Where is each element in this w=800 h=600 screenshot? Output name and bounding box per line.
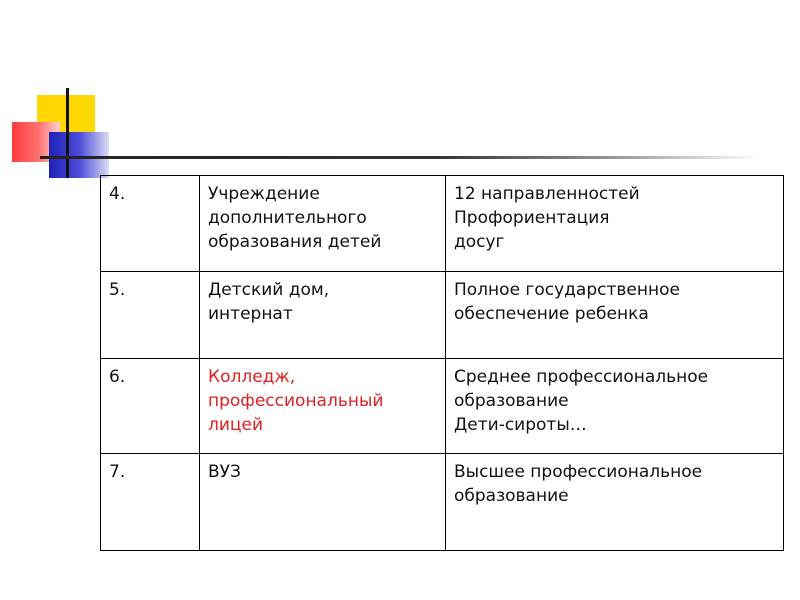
detail-line: Высшее профессиональное образование — [454, 462, 703, 506]
institution-name: Учреждение дополнительного образования детей — [200, 176, 446, 272]
institution-name-highlighted: Колледж, профессиональный лицей — [200, 359, 446, 454]
detail-line: Полное государственное обеспечение ребенка — [454, 280, 680, 324]
detail-line: Дети-сироты… — [454, 415, 587, 435]
decor-vertical-line — [66, 88, 69, 178]
table-row — [101, 454, 784, 551]
institutions-table — [100, 175, 784, 551]
row-number: 7. — [101, 454, 200, 551]
row-number: 6. — [101, 359, 200, 454]
detail-line: Среднее профессиональное образование — [454, 367, 709, 411]
row-number: 5. — [101, 272, 200, 359]
table-row — [101, 359, 784, 454]
institution-details — [446, 176, 784, 272]
institution-name: ВУЗ — [200, 454, 446, 551]
decor-horizontal-line — [40, 156, 760, 159]
institution-line: интернат — [208, 304, 293, 324]
decor-blue-square — [49, 132, 109, 178]
institution-name — [200, 272, 446, 359]
detail-line: Профориентация — [454, 208, 610, 228]
detail-line: досуг — [454, 232, 505, 252]
detail-line: 12 направленностей — [454, 184, 640, 204]
table-row — [101, 272, 784, 359]
row-number: 4. — [101, 176, 200, 272]
institution-details — [446, 454, 784, 551]
table-row — [101, 176, 784, 272]
institution-details — [446, 272, 784, 359]
institution-details — [446, 359, 784, 454]
institution-line: Детский дом, — [208, 280, 330, 300]
